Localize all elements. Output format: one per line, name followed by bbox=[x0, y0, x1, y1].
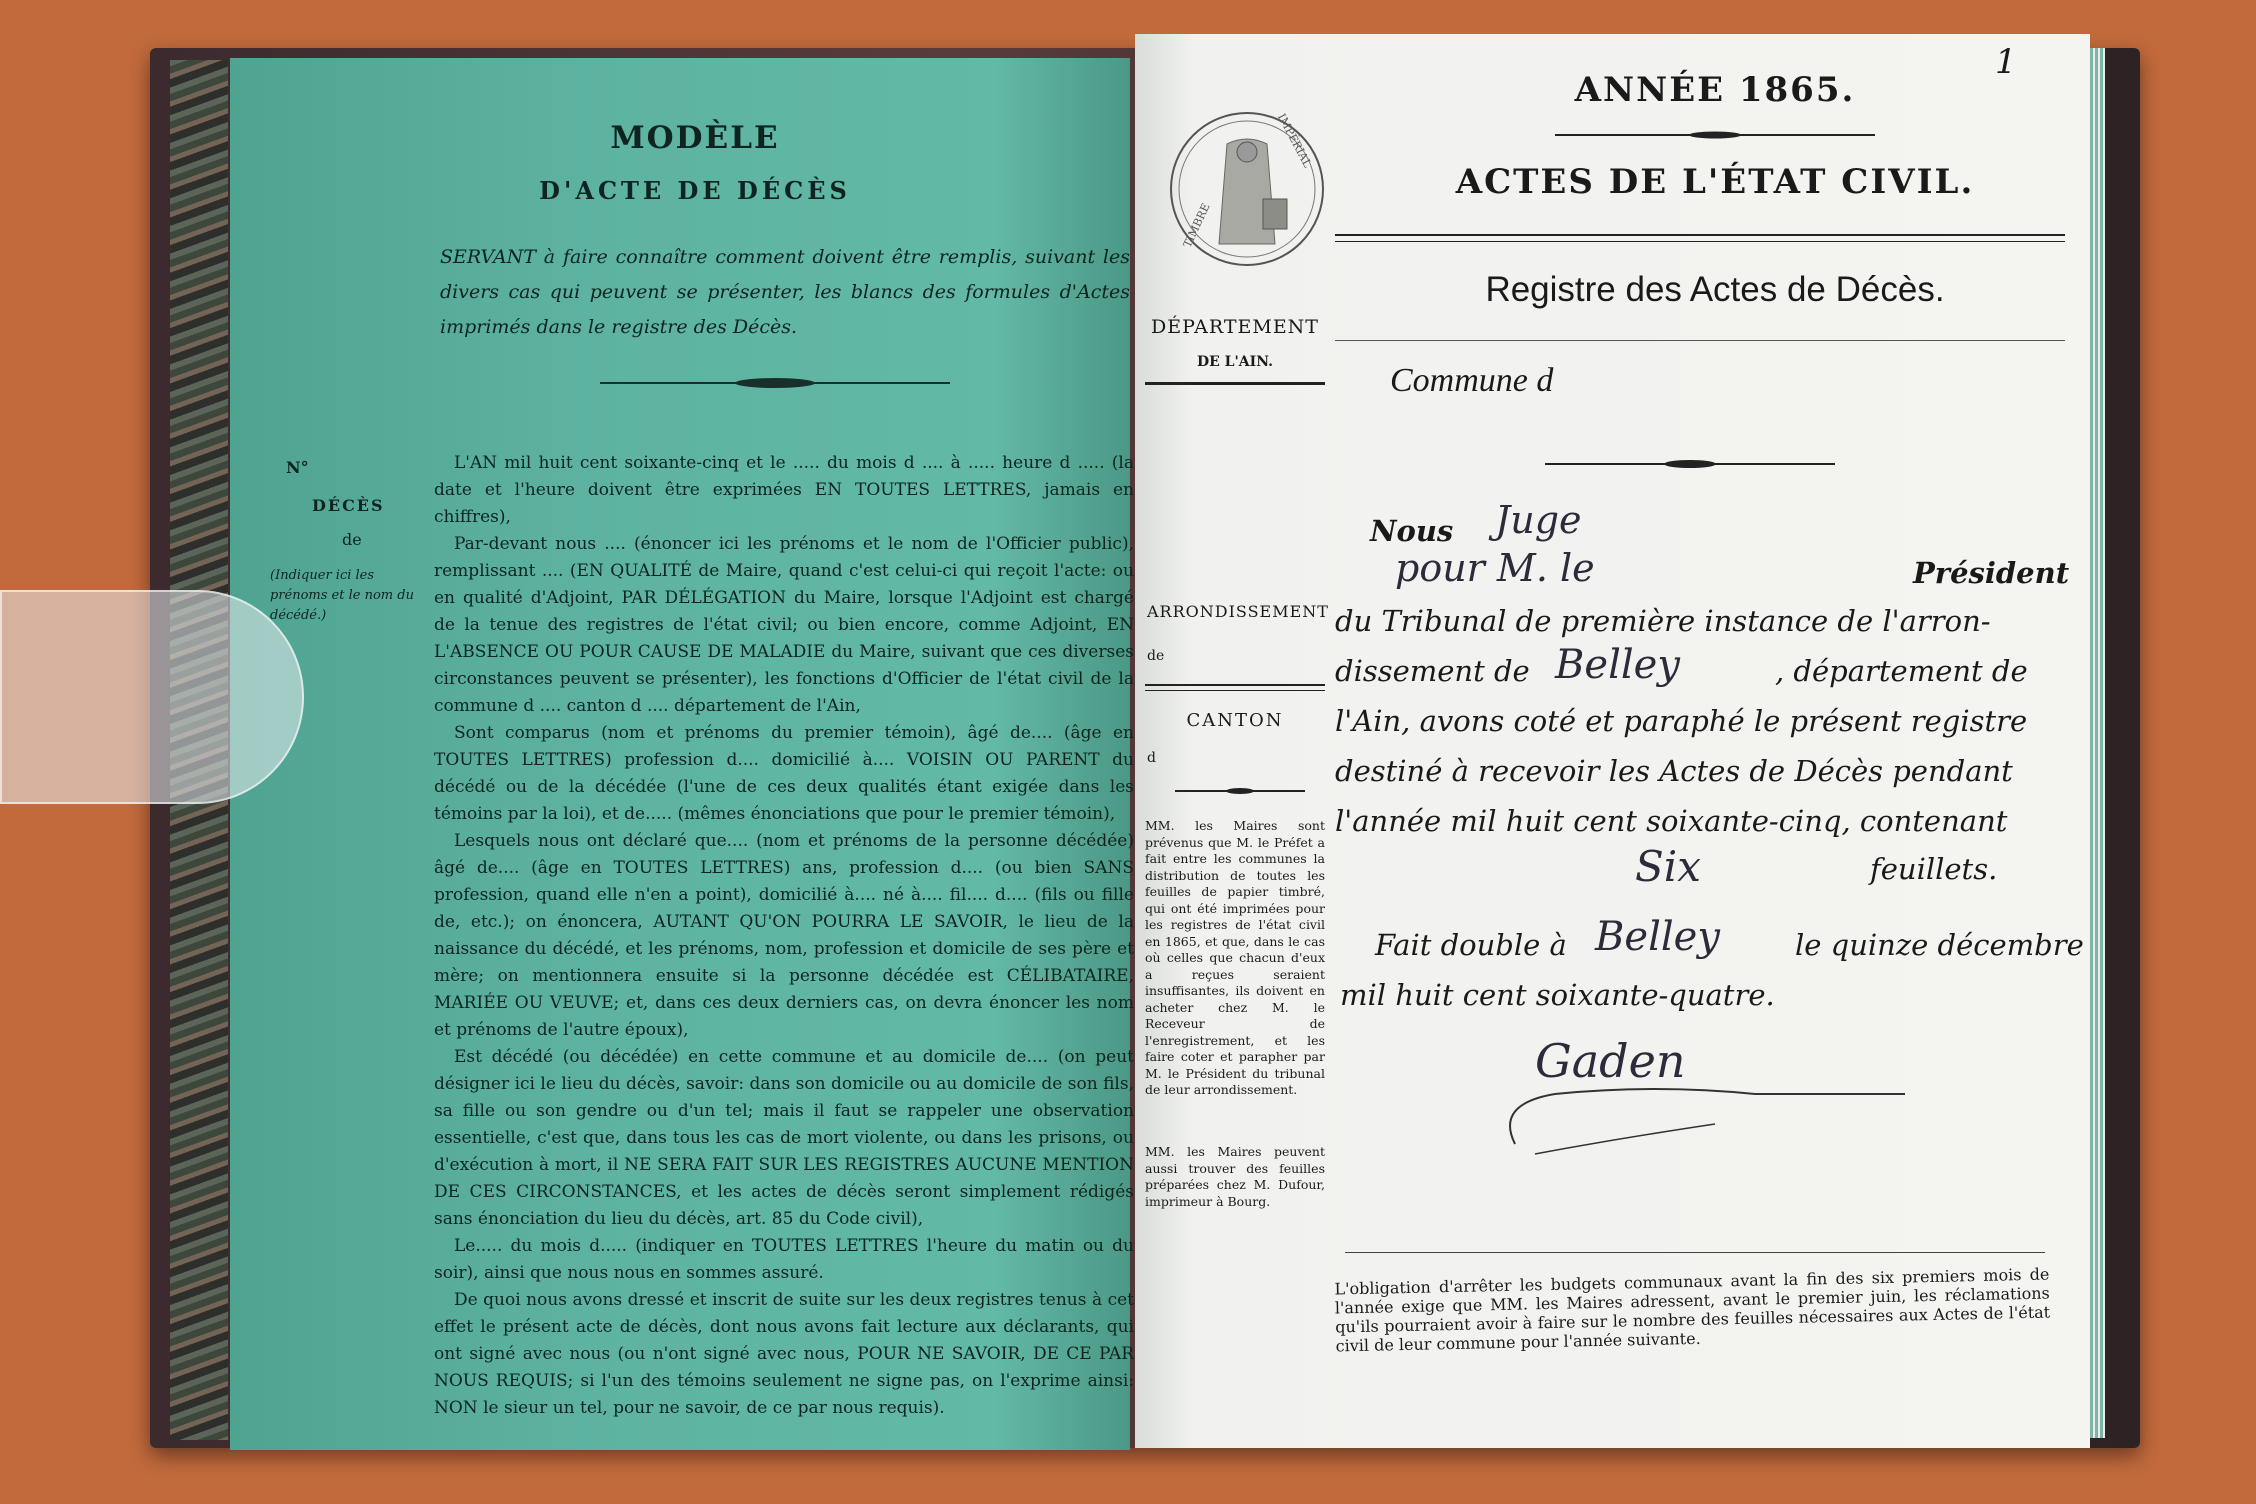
fait-double: Fait double à bbox=[1375, 928, 1567, 962]
paragraph: De quoi nous avons dressé et inscrit de suite sur les deux registres tenus à cet effet le présent acte de décès, dont nous avons fait lecture aux déclarants, qui ont signé avec nous (ou n'ont signé avec nous, POUR NE SAVOIR, DE CE PAR NOUS REQUIS; si l'un des témoins seulement ne signe pas, on l'exprime ainsi: NON le sieur un tel, pour ne savoir, de ce par nous requis). bbox=[434, 1290, 1134, 1418]
margin-note: (Indiquer ici les prénoms et le nom du décédé.) bbox=[270, 568, 414, 623]
ornament-divider bbox=[600, 376, 950, 390]
year-heading: ANNÉE 1865. bbox=[1574, 70, 1856, 110]
ornament-divider bbox=[1175, 786, 1305, 796]
divider bbox=[1145, 684, 1325, 686]
divider bbox=[1145, 690, 1325, 691]
margin-number: N° bbox=[286, 458, 309, 477]
quinze-label: le quinze décembre bbox=[1795, 928, 2084, 962]
line-annee: l'année mil huit cent soixante-cinq, contenant bbox=[1335, 804, 2008, 838]
handwritten-pour: pour M. le bbox=[1395, 546, 1595, 590]
arrondissement-label: ARRONDISSEMENT bbox=[1147, 602, 1329, 621]
left-body bbox=[434, 450, 1134, 1422]
register-title: Registre des Actes de Décès. bbox=[1485, 270, 1945, 309]
handwritten-six: Six bbox=[1635, 842, 1701, 891]
paragraph: Le..... du mois d..... (indiquer en TOUTES LETTRES l'heure du matin ou du soir), ainsi que nous nous en sommes assuré. bbox=[434, 1236, 1134, 1283]
handwritten-belley: Belley bbox=[1555, 642, 1680, 688]
commune-label: Commune d bbox=[1390, 362, 1554, 399]
nous-label: Nous bbox=[1370, 514, 1454, 548]
canton-label: CANTON bbox=[1186, 710, 1284, 731]
line-tribunal: du Tribunal de première instance de l'arron- bbox=[1335, 604, 1991, 638]
signature-flourish-icon bbox=[1495, 1044, 1915, 1164]
divider bbox=[1335, 234, 2065, 236]
paragraph: Sont comparus (nom et prénoms du premier témoin), âgé de.... (âge en TOUTES LETTRES) profession d.... domicilié à.... VOISIN OU PARENT du décédé ou de la décédée (l'une de ces deux qualités étant exigée dans les témoins par la loi), et de..... (mêmes énonciations que pour le premier témoin), bbox=[434, 723, 1134, 824]
president-label: Président bbox=[1913, 556, 2070, 590]
divider bbox=[1335, 340, 2065, 341]
divider bbox=[1335, 241, 2065, 242]
page-number: 1 bbox=[1995, 42, 2017, 82]
divider bbox=[1145, 382, 1325, 385]
line-destine: destiné à recevoir les Actes de Décès pendant bbox=[1335, 754, 2013, 788]
departement-sub: DE L'AIN. bbox=[1196, 354, 1273, 370]
ornament-divider bbox=[1555, 130, 1875, 140]
margin-de: de bbox=[342, 530, 362, 549]
paragraph: L'AN mil huit cent soixante-cinq et le ..... du mois d .... à ..... heure d ..... (la date et l'heure doivent être exprimées EN TOUTES LETTRES, jamais en chiffres), bbox=[434, 453, 1134, 527]
side-note-2: MM. les Maires peuvent aussi trouver des feuilles préparées chez M. Dufour, imprimeur à Bourg. bbox=[1145, 1144, 1325, 1209]
handwritten-belley-2: Belley bbox=[1595, 914, 1720, 960]
divider bbox=[1345, 1252, 2045, 1253]
line-ain: l'Ain, avons coté et paraphé le présent registre bbox=[1335, 704, 2028, 738]
left-intro: SERVANT à faire connaître comment doivent être remplis, suivant les divers cas qui peuvent se présenter, les blancs des formules d'Actes imprimés dans le registre des Décès. bbox=[440, 246, 1130, 338]
arrondissement-de: de bbox=[1147, 648, 1165, 664]
margin-deces: DÉCÈS bbox=[312, 496, 385, 515]
paragraph: Est décédé (ou décédée) en cette commune et au domicile de.... (on peut désigner ici le lieu du décès, savoir: dans son domicile ou au domicile de son fils, sa fille ou son gendre ou d'un tel; mais il faut se rappeler une observation essentielle, c'est que, dans tous les cas de mort violente, ou dans les prisons, ou d'exécution à mort, il NE SERA FAIT SUR LES REGISTRES AUCUNE MENTION DE CES CIRCONSTANCES, et les actes de décès seront simplement rédigés sans énonciation du lieu du décès, art. 85 du Code civil), bbox=[434, 1047, 1134, 1229]
mil-huit-label: mil huit cent soixante-quatre. bbox=[1340, 978, 1775, 1012]
stamp-text-right: IMPÉRIAL bbox=[1274, 111, 1315, 170]
footer-note: L'obligation d'arrêter les budgets communaux avant la fin des six premiers mois de l'année exige que MM. les Maires adressent, avant le premier juin, les réclamations qu'ils pourraient avoir à faire sur le nombre des feuilles nécessaires aux Actes de l'état civil de leur commune pour l'année suivante. bbox=[1334, 1264, 2051, 1356]
handwritten-juge: Juge bbox=[1495, 498, 1582, 542]
paragraph: Par-devant nous .... (énoncer ici les prénoms et le nom de l'Officier public), remplissant .... (EN QUALITÉ de Maire, quand c'est celui-ci qui reçoit l'acte: ou en qualité d'Adjoint, PAR DÉLÉGATION du Maire, lorsque l'Adjoint est chargé de la tenue des registres de l'état civil; ou bien encore, comme Adjoint, EN L'ABSENCE OU POUR CAUSE DE MALADIE du Maire, suivant que ces diverses circonstances peuvent se présenter), les fonctions d'Officier de l'état civil de la commune d .... canton d .... département de l'Ain, bbox=[434, 534, 1134, 716]
departement-label: DÉPARTEMENT bbox=[1150, 316, 1319, 338]
main-heading: ACTES DE L'ÉTAT CIVIL. bbox=[1455, 162, 1975, 202]
transparent-bookmark bbox=[0, 590, 304, 804]
feuillets-label: feuillets. bbox=[1870, 852, 1998, 886]
paragraph: Lesquels nous ont déclaré que.... (nom et prénoms de la personne décédée) âgé de.... (âge en TOUTES LETTRES) ans, profession d.... (ou bien SANS profession, quand elle n'en a point), domicilié à.... né à.... fil.... d.... (fils ou fille de, etc.); on énoncera, AUTANT QU'ON POURRA LE SAVOIR, le lieu de la naissance du décédé, et les prénoms, nom, profession et domicile de ses père et mère; on mentionnera ensuite si la personne décédée est CÉLIBATAIRE, MARIÉE OU VEUVE; et, dans ces deux derniers cas, on devra énoncer les nom et prénoms de l'autre époux), bbox=[434, 831, 1134, 1040]
left-page bbox=[230, 58, 1134, 1450]
line-dissement-a: dissement de bbox=[1335, 654, 1530, 688]
side-note-1: MM. les Maires sont prévenus que M. le Préfet a fait entre les communes la distribution de toutes les feuilles de papier timbré, qui ont été imprimées pour les registres de l'état civil en 1865, et que, dans le cas où celles que chacun d'eux a reçues seraient insuffisantes, ils doivent en acheter chez M. le Receveur de l'enregistrement, et les faire coter et parapher par M. le Président du tribunal de leur arrondissement. bbox=[1145, 818, 1325, 1097]
canton-d: d bbox=[1147, 750, 1156, 766]
handwritten-signature: Gaden bbox=[1535, 1034, 1686, 1088]
left-title: MODÈLE bbox=[610, 120, 780, 156]
line-dissement-b: , département de bbox=[1775, 654, 2028, 688]
stamp-text-left: TIMBRE bbox=[1180, 201, 1213, 250]
ornament-divider bbox=[1545, 458, 1835, 470]
left-subtitle: D'ACTE DE DÉCÈS bbox=[539, 176, 851, 205]
right-page bbox=[1135, 34, 2090, 1448]
